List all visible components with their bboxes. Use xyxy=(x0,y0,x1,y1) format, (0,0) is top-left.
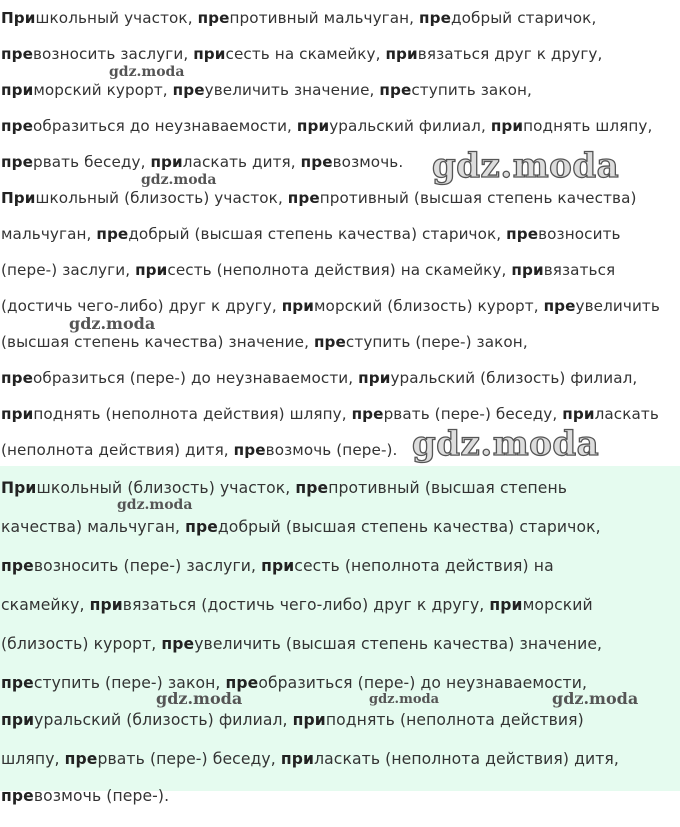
prefix-highlight: при xyxy=(490,117,524,135)
prefix-highlight: пре xyxy=(172,81,205,99)
watermark: gdz.moda xyxy=(432,146,620,186)
text-fragment: поднять (неполнота действия) шляпу, xyxy=(33,405,352,423)
prefix-highlight: пре xyxy=(64,750,98,768)
text-fragment: возносить xyxy=(538,225,621,243)
prefix-highlight: при xyxy=(261,557,295,575)
prefix-highlight: при xyxy=(89,596,123,614)
text-fragment: образиться (пере-) до неузнаваемости, xyxy=(32,369,359,387)
text-line xyxy=(1,404,659,424)
text-fragment: школьный (близость) участок, xyxy=(35,189,288,207)
text-fragment: поднять шляпу, xyxy=(523,117,653,135)
text-fragment: школьный (близость) участок, xyxy=(36,479,296,497)
text-fragment: вязаться друг к другу, xyxy=(417,45,603,63)
prefix-highlight: при xyxy=(135,261,168,279)
text-line xyxy=(1,44,602,64)
prefix-highlight: пре xyxy=(543,297,576,315)
prefix-highlight: пре xyxy=(1,117,33,135)
prefix-highlight: при xyxy=(562,405,595,423)
text-fragment: сесть (неполнота действия) на xyxy=(294,557,554,575)
text-fragment: поднять (неполнота действия) xyxy=(325,711,584,729)
text-line xyxy=(1,634,602,654)
prefix-highlight: пре xyxy=(1,369,33,387)
text-line xyxy=(1,80,532,100)
text-line xyxy=(1,224,621,244)
text-fragment: морский xyxy=(522,596,593,614)
text-fragment: ступить закон, xyxy=(411,81,532,99)
prefix-highlight: при xyxy=(385,45,418,63)
prefix-highlight: При xyxy=(1,9,36,27)
text-line xyxy=(1,710,584,730)
text-line xyxy=(1,188,637,208)
prefix-highlight: при xyxy=(296,117,330,135)
text-fragment: уральский (близость) филиал, xyxy=(34,711,293,729)
prefix-highlight: при xyxy=(1,405,34,423)
text-fragment: добрый старичок, xyxy=(451,9,597,27)
text-fragment: шляпу, xyxy=(1,750,65,768)
prefix-highlight: пре xyxy=(233,441,266,459)
text-line xyxy=(1,673,587,693)
prefix-highlight: при xyxy=(280,750,315,768)
watermark: gdz.moda xyxy=(141,172,217,188)
text-fragment: (близость) курорт, xyxy=(1,635,162,653)
prefix-highlight: пре xyxy=(1,45,33,63)
text-fragment: добрый (высшая степень качества) старичок, xyxy=(217,518,601,536)
text-line xyxy=(1,556,554,576)
text-fragment: увеличить значение, xyxy=(204,81,380,99)
text-fragment: противный (высшая степень качества) xyxy=(319,189,637,207)
prefix-highlight: При xyxy=(1,189,36,207)
text-line xyxy=(1,440,397,460)
watermark: gdz.moda xyxy=(117,497,193,513)
text-fragment: морский (близость) курорт, xyxy=(314,297,544,315)
prefix-highlight: пре xyxy=(1,787,34,805)
text-fragment: образиться до неузнаваемости, xyxy=(32,117,297,135)
text-line xyxy=(1,517,601,537)
text-fragment: вязаться (достичь чего-либо) друг к другу, xyxy=(122,596,490,614)
text-line xyxy=(1,296,660,316)
text-fragment: противный мальчуган, xyxy=(229,9,420,27)
prefix-highlight: пре xyxy=(287,189,320,207)
text-fragment: мальчуган, xyxy=(1,225,97,243)
highlighted-answer-block xyxy=(0,466,680,805)
prefix-highlight: при xyxy=(511,261,544,279)
text-fragment: уральский (близость) филиал, xyxy=(390,369,638,387)
text-fragment: рвать (пере-) беседу, xyxy=(383,405,563,423)
text-fragment: качества) мальчуган, xyxy=(1,518,186,536)
text-fragment: противный (высшая степень xyxy=(328,479,568,497)
text-fragment: сесть (неполнота действия) на скамейку, xyxy=(167,261,512,279)
prefix-highlight: пре xyxy=(161,635,195,653)
text-fragment: (неполнота действия) дитя, xyxy=(1,441,234,459)
prefix-highlight: пре xyxy=(1,674,34,692)
text-fragment: школьный участок, xyxy=(35,9,198,27)
text-fragment: (достичь чего-либо) друг к другу, xyxy=(1,297,282,315)
prefix-highlight: пре xyxy=(225,674,259,692)
text-fragment: рвать (пере-) беседу, xyxy=(97,750,281,768)
prefix-highlight: при xyxy=(281,297,314,315)
text-fragment: вязаться xyxy=(543,261,616,279)
prefix-highlight: При xyxy=(1,479,37,497)
text-fragment: образиться (пере-) до неузнаваемости, xyxy=(258,674,588,692)
text-fragment: увеличить xyxy=(575,297,660,315)
text-fragment: скамейку, xyxy=(1,596,90,614)
prefix-highlight: пре xyxy=(1,557,34,575)
prefix-highlight: пре xyxy=(1,153,33,171)
prefix-highlight: пре xyxy=(313,333,346,351)
prefix-highlight: при xyxy=(193,45,226,63)
prefix-highlight: пре xyxy=(379,81,412,99)
watermark: gdz.moda xyxy=(412,424,600,464)
text-line xyxy=(1,260,615,280)
text-line xyxy=(1,749,619,769)
prefix-highlight: пре xyxy=(185,518,218,536)
prefix-highlight: при xyxy=(358,369,391,387)
text-fragment: ступить (пере-) закон, xyxy=(345,333,528,351)
text-line xyxy=(1,332,528,352)
watermark: gdz.moda xyxy=(552,689,639,708)
prefix-highlight: пре xyxy=(351,405,384,423)
text-fragment: (пере-) заслуги, xyxy=(1,261,136,279)
text-fragment: возносить (пере-) заслуги, xyxy=(33,557,262,575)
text-fragment: возмочь (пере-). xyxy=(265,441,398,459)
text-fragment: возмочь. xyxy=(332,153,404,171)
watermark: gdz.moda xyxy=(369,692,440,707)
prefix-highlight: пре xyxy=(197,9,230,27)
prefix-highlight: пре xyxy=(295,479,329,497)
text-line xyxy=(1,368,637,388)
prefix-highlight: при xyxy=(150,153,183,171)
text-fragment: добрый (высшая степень качества) старичок, xyxy=(128,225,507,243)
text-fragment: рвать беседу, xyxy=(32,153,151,171)
text-fragment: возмочь (пере-). xyxy=(33,787,170,805)
text-fragment: ступить (пере-) закон, xyxy=(33,674,226,692)
text-line xyxy=(1,478,567,498)
watermark: gdz.moda xyxy=(109,64,185,80)
text-fragment: увеличить (высшая степень качества) значение, xyxy=(194,635,603,653)
prefix-highlight: пре xyxy=(300,153,333,171)
text-fragment: сесть на скамейку, xyxy=(225,45,386,63)
text-line xyxy=(1,595,593,615)
text-fragment: ласкать xyxy=(594,405,659,423)
prefix-highlight: при xyxy=(1,711,35,729)
text-fragment: ласкать дитя, xyxy=(182,153,301,171)
text-fragment: возносить заслуги, xyxy=(32,45,194,63)
text-line xyxy=(1,8,596,28)
text-fragment: ласкать (неполнота действия) дитя, xyxy=(314,750,619,768)
prefix-highlight: пре xyxy=(96,225,129,243)
watermark: gdz.moda xyxy=(156,689,243,708)
prefix-highlight: при xyxy=(1,81,34,99)
text-line xyxy=(1,152,403,172)
prefix-highlight: при xyxy=(292,711,326,729)
text-fragment: морский курорт, xyxy=(33,81,173,99)
prefix-highlight: при xyxy=(489,596,523,614)
text-line xyxy=(1,786,169,806)
text-fragment: (высшая степень качества) значение, xyxy=(1,333,314,351)
prefix-highlight: пре xyxy=(506,225,539,243)
watermark: gdz.moda xyxy=(69,314,156,333)
text-line xyxy=(1,116,652,136)
prefix-highlight: пре xyxy=(419,9,452,27)
text-fragment: уральский филиал, xyxy=(329,117,491,135)
